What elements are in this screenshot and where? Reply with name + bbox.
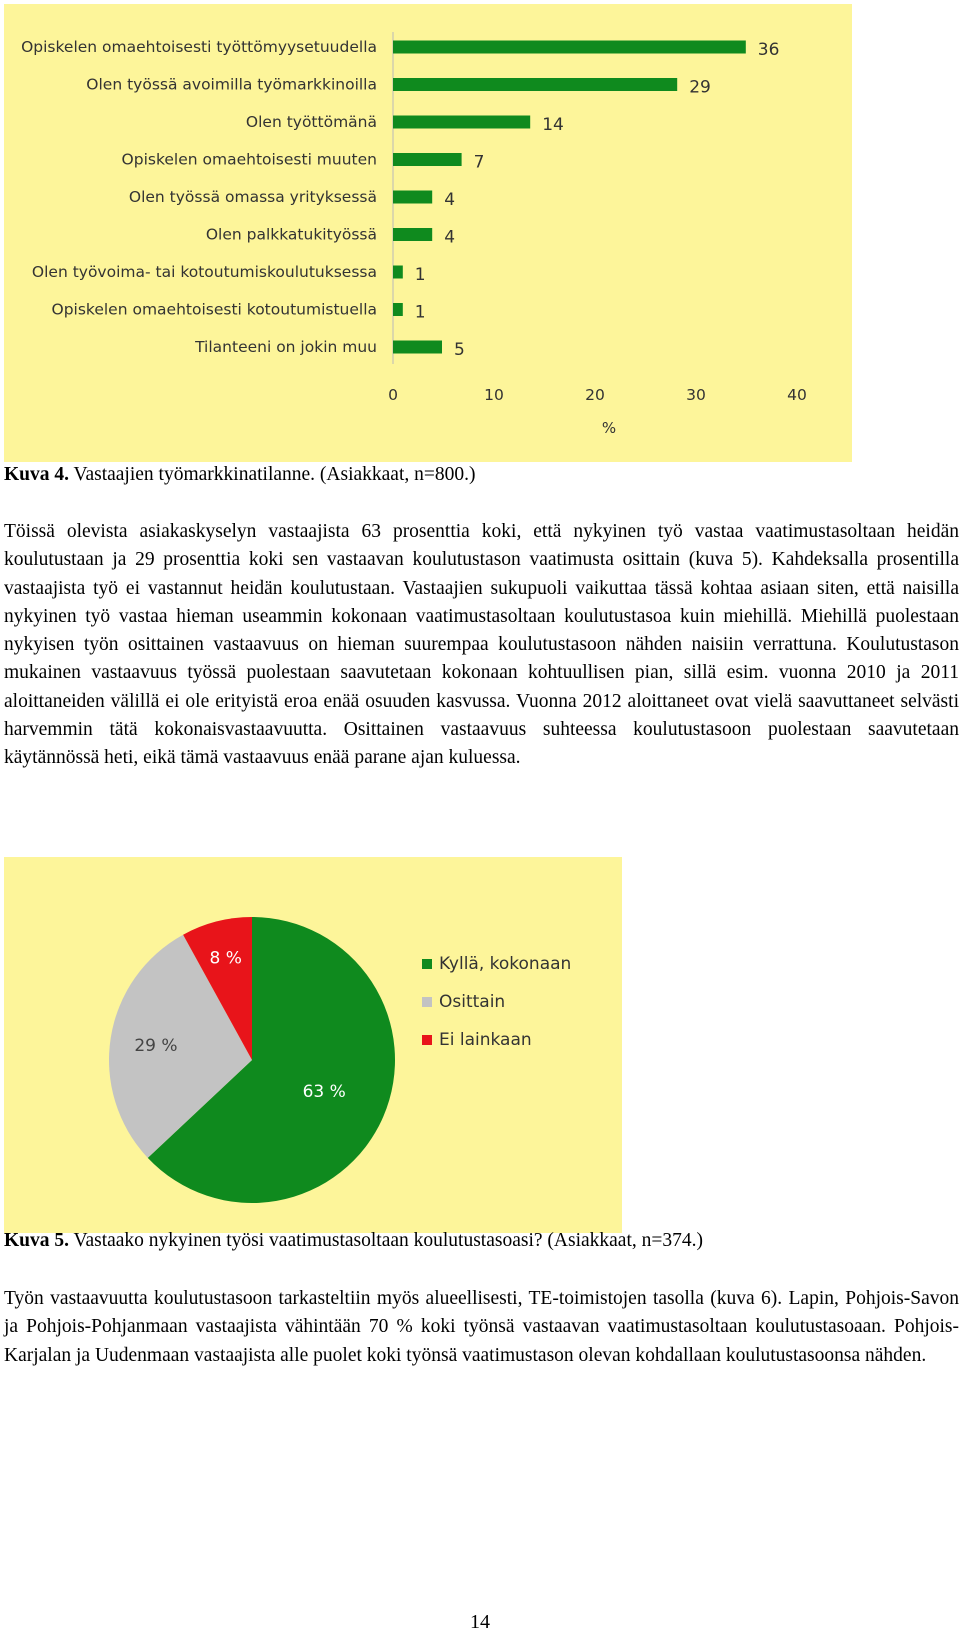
figure-5-caption xyxy=(4,1230,703,1252)
bar xyxy=(393,153,462,166)
bar-value-label: 1 xyxy=(414,302,426,323)
bar xyxy=(393,341,442,354)
category-label: Opiskelen omaehtoisesti työttömyysetuudella xyxy=(21,38,377,56)
legend-label: Kyllä, kokonaan xyxy=(439,954,572,974)
paragraph-2: Työn vastaavuutta koulutustasoon tarkasteltiin myös alueellisesti, TE-toimistojen tasolla (kuva 6). Lapin, Pohjois-Savon ja Pohjois-Pohjanmaan vastaajista vähintään 70 % koki työnsä vastaavan vaatimustasoltaan koulutustasoaan. Pohjois-Karjalan ja Uudenmaan vastaajista alle puolet koki työnsä vaatimustason olevan kohdallaan koulutustasoonsa nähden. xyxy=(4,1288,959,1366)
legend-swatch xyxy=(422,1035,432,1045)
category-label: Tilanteeni on jokin muu xyxy=(195,338,377,356)
bar-value-label: 7 xyxy=(473,152,485,173)
bar-value-label: 1 xyxy=(414,265,426,285)
category-label: Opiskelen omaehtoisesti kotoutumistuella xyxy=(51,300,377,319)
x-tick-label: 40 xyxy=(787,386,807,404)
pie-value-label: 29 % xyxy=(134,1035,178,1056)
x-axis-title: % xyxy=(601,419,617,437)
pie-value-label: 63 % xyxy=(302,1082,346,1103)
pie-chart xyxy=(4,857,622,1233)
figure-4-caption-label: Kuva 4. xyxy=(4,464,70,485)
paragraph-1: Töissä olevista asiakaskyselyn vastaajista 63 prosenttia koki, että nykyinen työ vastaa vaatimustasoltaan heidän koulutustaan ja 29 prosenttia koki sen vastaavan koulutustason vaatimusta osittain (kuva 5). Kahdeksalla prosentilla vastaajista työ ei vastannut heidän koulutustaan. Vastaajien sukupuoli vaikuttaa tässä kohtaa asiaan siten, että naisilla nykyinen työ vastaa hieman useammin kokonaan vaatimustasoltaan koulutustasoa kuin miehillä. Miehillä puolestaan nykyisen työn osittainen vastaavuus on hieman suurempaa koulutustasoon nähden naisiin verrattuna. Koulutustason mukainen vastaavuus työssä puolestaan saavutetaan kokonaan kohtuullisen pian, sillä esim. vuonna 2010 ja 2011 aloittaneiden välillä ei ole erityistä eroa enää osuuden kasvussa. Vuonna 2012 aloittaneet ovat vielä saavuttaneet selvästi harvemmin tätä kokonaisvastaavuutta. Osittainen vastaavuus suhteessa koulutustasoon puolestaan saavutetaan käytännössä heti, eikä tämä vastaavuus enää parane ajan kuluessa. xyxy=(4,521,959,769)
bar-value-label: 4 xyxy=(444,190,456,210)
category-label: Olen työssä omassa yrityksessä xyxy=(128,188,377,206)
bar-value-label: 5 xyxy=(454,340,465,360)
category-label: Olen työssä avoimilla työmarkkinoilla xyxy=(86,75,377,94)
category-label: Opiskelen omaehtoisesti muuten xyxy=(121,150,377,169)
page-number: 14 xyxy=(470,1611,490,1633)
category-label: Olen työvoima- tai kotoutumiskoulutuksessa xyxy=(31,263,377,281)
bar xyxy=(393,303,403,316)
category-label: Olen palkkatukityössä xyxy=(205,225,377,244)
figure-5-chart xyxy=(4,857,622,1233)
figure-4-chart xyxy=(4,4,852,462)
legend-label: Ei lainkaan xyxy=(439,1030,532,1050)
figure-5-caption-label: Kuva 5. xyxy=(4,1230,70,1251)
pie-value-label: 8 % xyxy=(209,948,242,969)
category-label: Olen työttömänä xyxy=(245,113,377,131)
bar xyxy=(393,191,432,204)
bar-value-label: 14 xyxy=(542,115,564,135)
bar xyxy=(393,116,530,129)
figure-5-caption-text: Vastaako nykyinen työsi vaatimustasoltaan koulutustasoasi? (Asiakkaat, n=374.) xyxy=(69,1230,703,1251)
x-tick-label: 30 xyxy=(686,386,706,404)
legend-swatch xyxy=(422,959,432,969)
x-tick-label: 10 xyxy=(484,386,504,404)
bar-value-label: 36 xyxy=(757,40,780,60)
legend-label: Osittain xyxy=(439,992,506,1012)
bar xyxy=(393,41,746,54)
x-tick-label: 0 xyxy=(388,386,398,404)
figure-4-caption-text: Vastaajien työmarkkinatilanne. (Asiakkaat, n=800.) xyxy=(69,464,476,485)
bar-chart xyxy=(4,4,852,462)
figure-4-caption xyxy=(4,464,476,486)
bar-value-label: 4 xyxy=(444,227,456,248)
bar-value-label: 29 xyxy=(689,77,711,98)
bar xyxy=(393,228,432,241)
bar xyxy=(393,78,677,91)
legend-swatch xyxy=(422,997,432,1007)
bar xyxy=(393,266,403,279)
x-tick-label: 20 xyxy=(585,386,605,404)
